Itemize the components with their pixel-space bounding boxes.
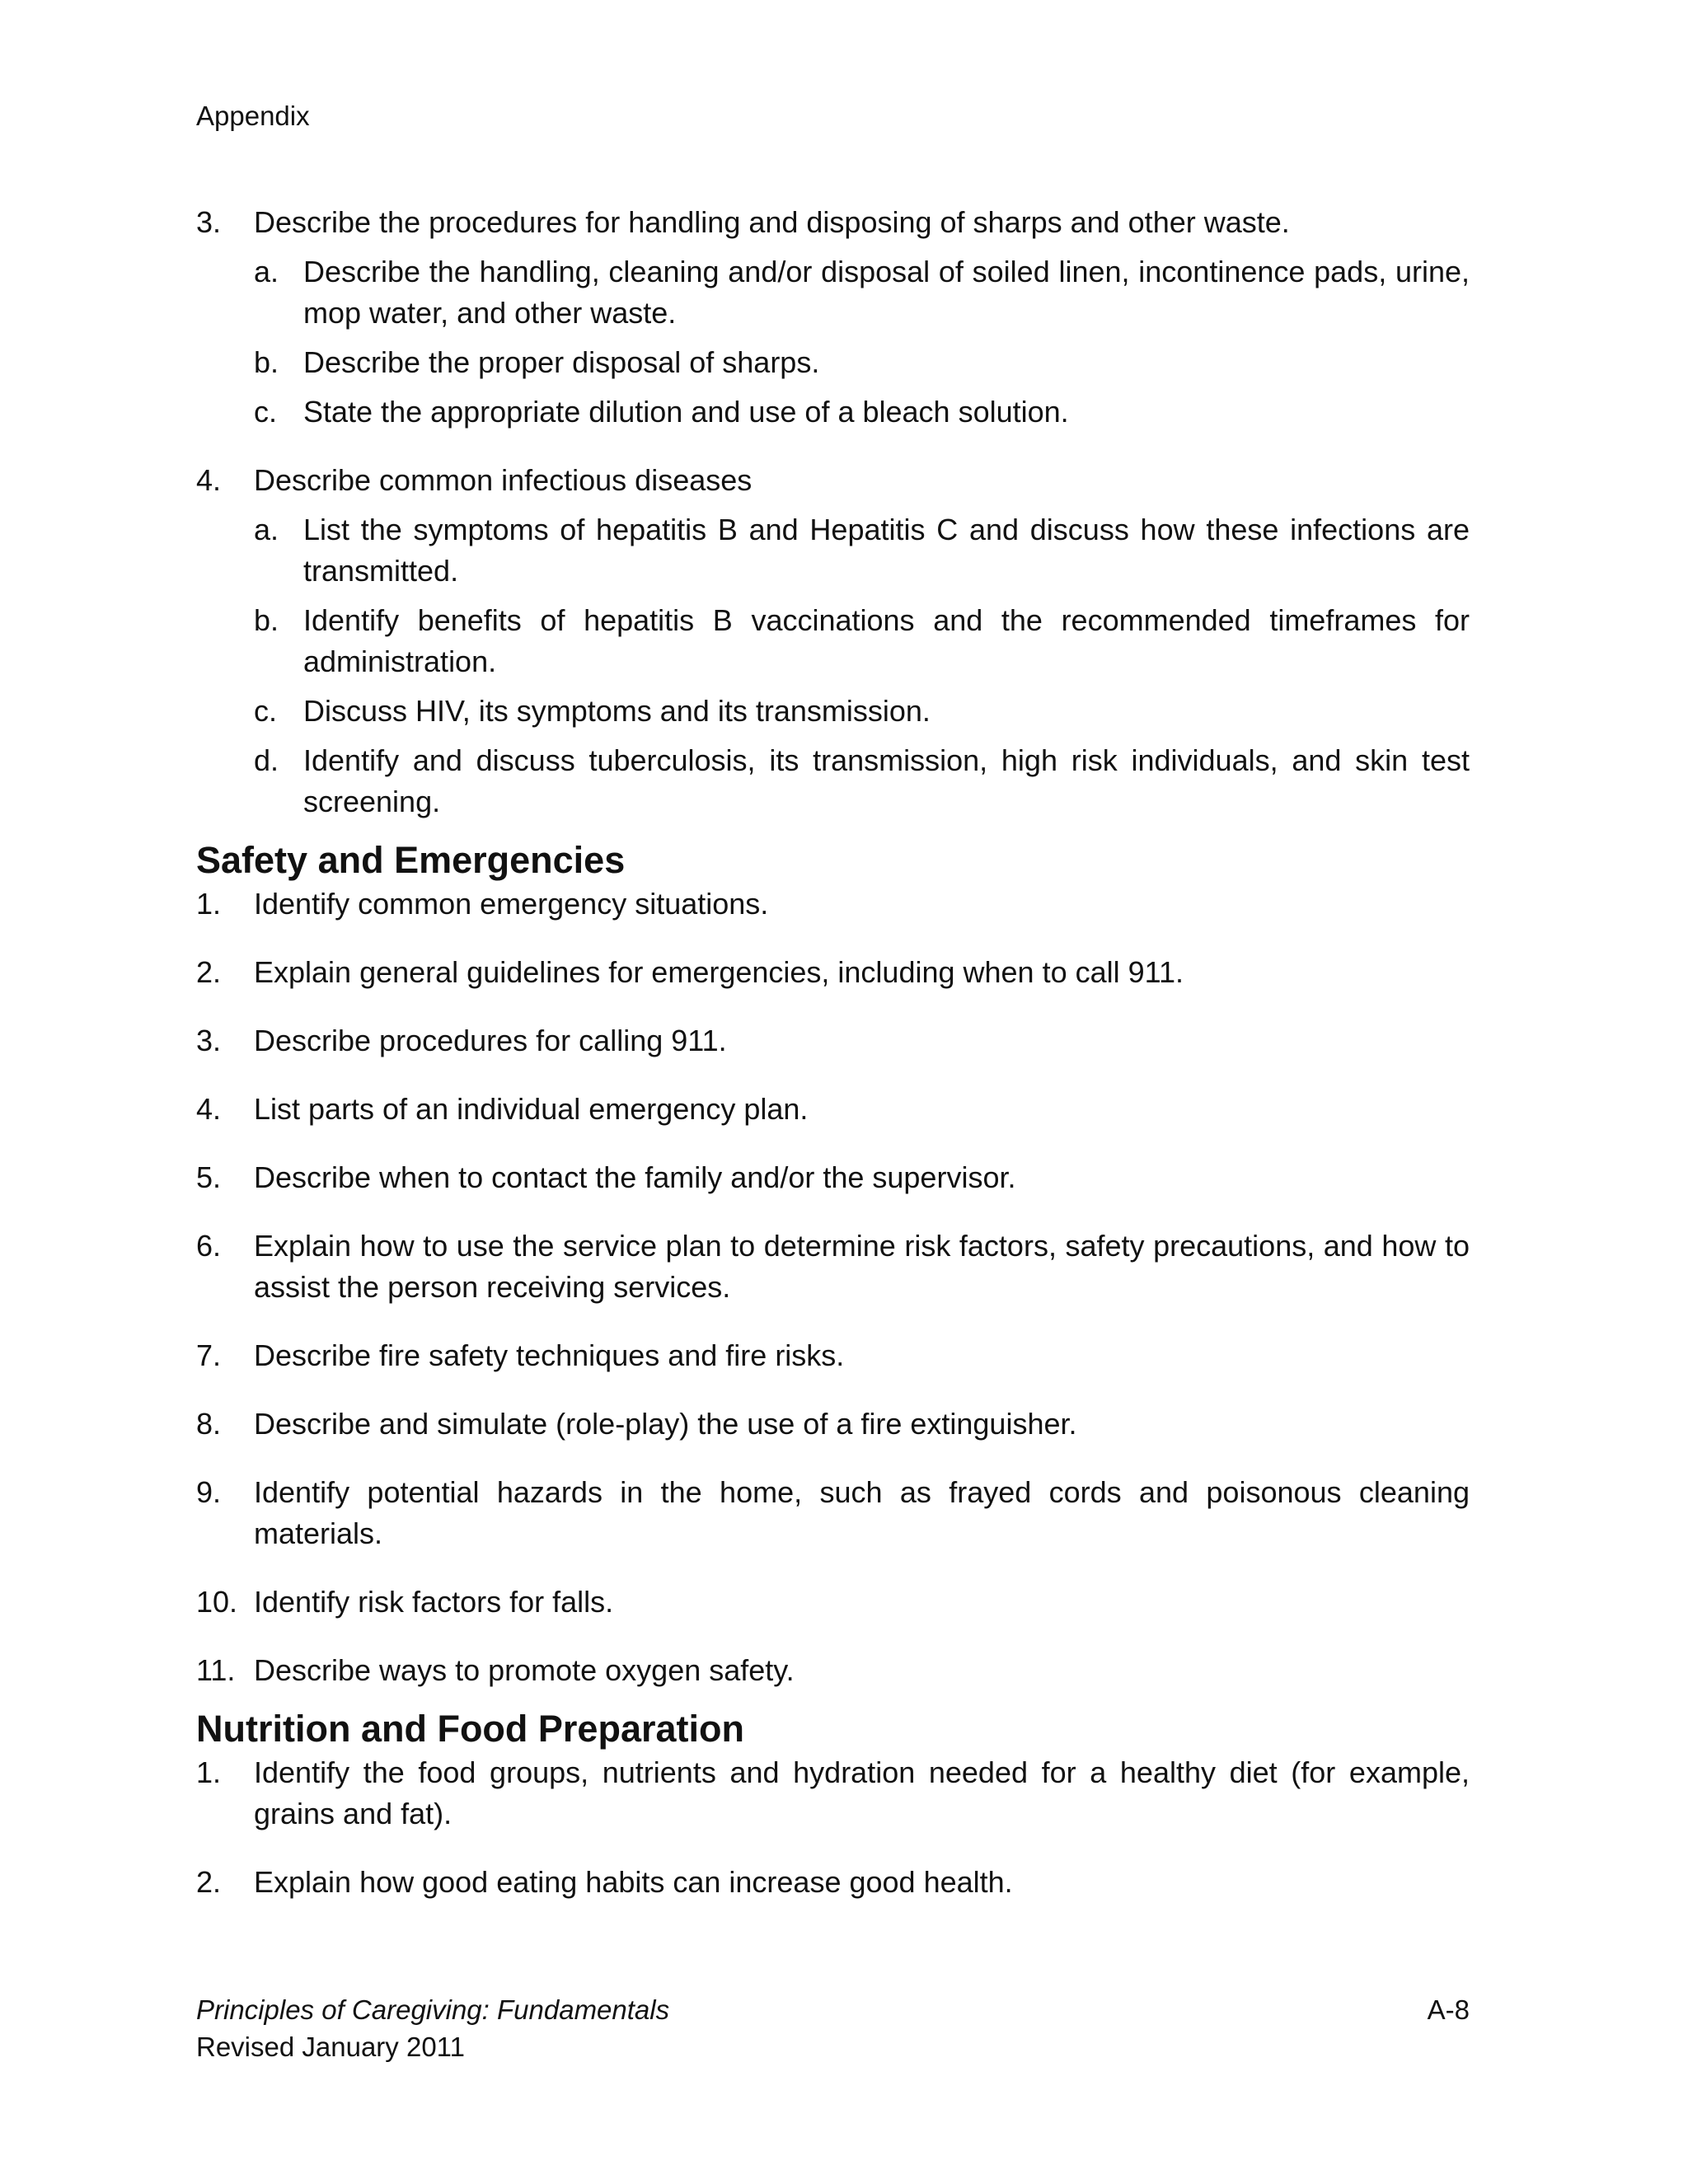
list-item	[196, 1582, 1470, 1623]
item-text: Explain how good eating habits can increase good health.	[254, 1865, 1013, 1899]
item-number: 3.	[196, 205, 222, 239]
item-text: Identify common emergency situations.	[254, 887, 769, 921]
item-number: 1.	[196, 1755, 222, 1789]
section-heading: Nutrition and Food Preparation	[196, 1708, 744, 1750]
list-item	[196, 1862, 1470, 1903]
list-item	[196, 1752, 1470, 1835]
sub-item-letter: b.	[254, 603, 279, 637]
list-item	[196, 1335, 1470, 1376]
footer-title: Principles of Caregiving: Fundamentals	[196, 1994, 670, 2025]
list-item	[196, 1650, 1470, 1691]
item-number: 8.	[196, 1407, 222, 1441]
item-number: 4.	[196, 1092, 222, 1126]
sub-item-text: State the appropriate dilution and use of a bleach solution.	[303, 395, 1069, 429]
sub-item-letter: b.	[254, 345, 279, 379]
item-text: Describe fire safety techniques and fire risks.	[254, 1338, 845, 1372]
item-number: 5.	[196, 1160, 222, 1194]
sub-item	[196, 251, 1470, 334]
sub-item-letter: d.	[254, 743, 279, 777]
sub-item-text: Discuss HIV, its symptoms and its transmission.	[303, 694, 931, 728]
sub-item	[196, 691, 1470, 732]
item-number: 1.	[196, 887, 222, 921]
sub-item-letter: a.	[254, 255, 279, 288]
sub-item	[196, 509, 1470, 592]
item-text: Explain general guidelines for emergencies, including when to call 911.	[254, 955, 1184, 989]
item-text: Identify potential hazards in the home, such as frayed cords and poisonous cleaning materials.	[254, 1475, 1470, 1550]
list-item	[196, 1404, 1470, 1445]
list-item	[196, 202, 1470, 243]
footer-revised: Revised January 2011	[196, 2032, 465, 2062]
sub-item-letter: c.	[254, 395, 278, 429]
item-text: Describe and simulate (role-play) the use of a fire extinguisher.	[254, 1407, 1077, 1441]
sub-item-letter: a.	[254, 513, 279, 546]
item-number: 2.	[196, 955, 222, 989]
item-text: Describe when to contact the family and/or the supervisor.	[254, 1160, 1016, 1194]
sub-item-text: Describe the proper disposal of sharps.	[303, 345, 820, 379]
sub-item	[196, 600, 1470, 682]
list-item	[196, 460, 1470, 501]
item-number: 7.	[196, 1338, 222, 1372]
item-number: 10.	[196, 1585, 238, 1619]
list-item	[196, 1020, 1470, 1062]
item-text: Identify the food groups, nutrients and hydration needed for a healthy diet (for example, grains and fat).	[254, 1755, 1470, 1830]
sub-item	[196, 391, 1470, 433]
item-number: 3.	[196, 1024, 222, 1057]
item-number: 11.	[196, 1653, 236, 1687]
list-item	[196, 883, 1470, 925]
sub-item	[196, 342, 1470, 383]
item-text: Describe procedures for calling 911.	[254, 1024, 727, 1057]
page-content	[196, 202, 1470, 1903]
sub-item-text: Identify benefits of hepatitis B vaccinations and the recommended timeframes for administration.	[303, 603, 1470, 678]
page-number: A-8	[1427, 1994, 1470, 2025]
list-item	[196, 952, 1470, 993]
item-text: Explain how to use the service plan to determine risk factors, safety precautions, and how to assist the person receiving services.	[254, 1229, 1470, 1304]
item-text: Describe common infectious diseases	[254, 463, 753, 497]
list-item	[196, 1472, 1470, 1554]
item-number: 2.	[196, 1865, 222, 1899]
sub-item	[196, 740, 1470, 823]
item-number: 6.	[196, 1229, 222, 1263]
list-item	[196, 1089, 1470, 1130]
sub-item-text: Describe the handling, cleaning and/or disposal of soiled linen, incontinence pads, urine, mop water, and other waste.	[303, 255, 1470, 330]
list-item	[196, 1157, 1470, 1198]
list-item	[196, 1226, 1470, 1308]
item-text: List parts of an individual emergency plan.	[254, 1092, 809, 1126]
running-head: Appendix	[196, 101, 310, 131]
section-heading: Safety and Emergencies	[196, 839, 626, 881]
item-number: 4.	[196, 463, 222, 497]
sub-item-text: List the symptoms of hepatitis B and Hepatitis C and discuss how these infections are transmitted.	[303, 513, 1470, 588]
sub-item-text: Identify and discuss tuberculosis, its transmission, high risk individuals, and skin test screening.	[303, 743, 1470, 818]
item-text: Describe the procedures for handling and disposing of sharps and other waste.	[254, 205, 1290, 239]
item-text: Describe ways to promote oxygen safety.	[254, 1653, 795, 1687]
item-text: Identify risk factors for falls.	[254, 1585, 614, 1619]
item-number: 9.	[196, 1475, 222, 1509]
sub-item-letter: c.	[254, 694, 278, 728]
